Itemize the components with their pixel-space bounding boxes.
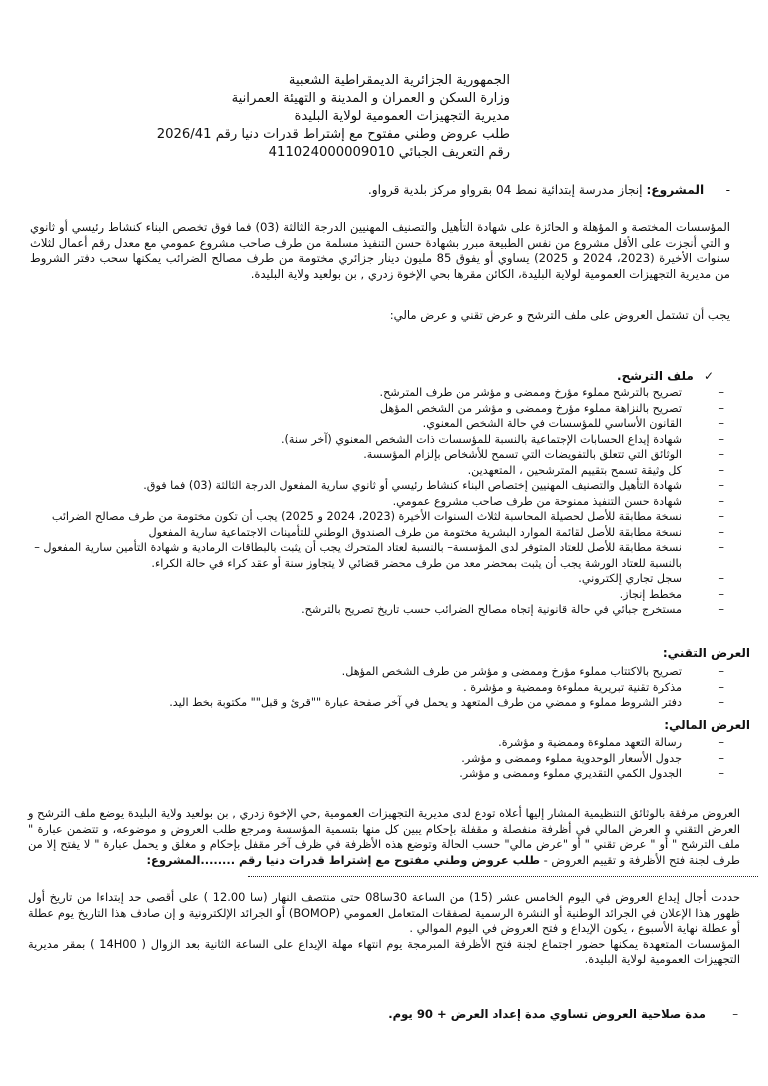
submission-instructions — [28, 806, 740, 868]
technical-offer-list — [30, 664, 740, 711]
list-item: – مذكرة تقنية تبريرية مملوءة وممضية و مؤشرة . — [30, 680, 740, 696]
dotted-line — [248, 870, 758, 877]
deadline-paragraph: حددت أجال إيداع العروض في اليوم الخامس عشر (15) من الساعة 30سا08 حتى منتصف النهار (سا 12.00 ) على أقصى حد إبتداءا من تاريخ أول ظهور هذا الإعلان في الجرائد الوطنية أو النشرة الرسمية لصفقات المتعامل العمومي (BOMOP) أو الجرائد الإلكترونية و إن صادف هذا التاريخ يوم عطلة أو عطلة نهاية الأسبوع ، يكون الإيداع و فتح العروض في اليوم الموالي . — [28, 890, 740, 935]
tax-id-value: 411024000009010 — [268, 145, 395, 160]
list-item: – شهادة التأهيل والتصنيف المهنيين إختصاص البناء كنشاط رئيسي أو ثانوي سارية المفعول الدرجة الثالثة (03) فما فوق. — [30, 478, 740, 494]
project-text: إنجاز مدرسة إبتدائية نمط 04 بقرواو مركز بلدية قرواو. — [367, 183, 643, 197]
submission-text: العروض مرفقة بالوثائق التنظيمية المشار إليها أعلاه تودع لدى مديرية التجهيزات العمومية ,حي الإخوة زدري , بن بولعيد ولاية البليدة يوضع ملف الترشح و العرض التقني و العرض المالي في أظرفة منفصلة و مقفلة بإحكام يبين كل منها بتسمية المؤسسة ومرجع طلب العروض و موضوعه، و تتضمن عبارة " ملف الترشح " أو " عرض تقني " أو "عرض مالي" حسب الحالة وتوضع هذه الأظرفة في ظرف آخر مقفل بإحكام و مغلق و يحمل عبارة " لا يفتح إلا من طرف لجنة فتح الأظرفة و تقييم العروض - — [28, 806, 740, 867]
deadline-section — [28, 890, 740, 968]
checkmark-icon: ✓ — [703, 369, 714, 383]
directorate-title: مديرية التجهيزات العمومية لولاية البليدة — [294, 109, 510, 124]
list-item: – نسخة مطابقة للأصل للعتاد المتوفر لدى المؤسسة– بالنسبة لعتاد المتحرك يجب أن يثبت بالبطاقات الرمادية و شهادة التأمين سارية المفعول – بالنسبة للعتاد الورشة يجب أن يثبت بمحضر معد من طرف محضر قضائي لا يتجاوز سنة أو عقد كراء في حالة الكراء. — [30, 540, 740, 571]
list-item: – رسالة التعهد مملوءة وممضية و مؤشرة. — [30, 735, 740, 751]
list-item: – مخطط إنجاز. — [30, 587, 740, 603]
republic-title: الجمهورية الجزائرية الديمقراطية الشعبية — [288, 73, 510, 88]
offer-contents-intro: يجب أن تشتمل العروض على ملف الترشح و عرض تقني و عرض مالي: — [389, 308, 730, 322]
list-item: – جدول الأسعار الوحدوية مملوء وممضى و مؤشر. — [30, 751, 740, 767]
project-label: المشروع: — [646, 183, 705, 197]
offer-validity-line: – مدة صلاحية العروض تساوي مدة إعداد العرض + 90 يوم. — [388, 1007, 738, 1021]
financial-offer-list — [30, 735, 740, 782]
candidacy-file-title: ملف الترشح. — [617, 369, 694, 383]
financial-offer-title: العرض المالي: — [664, 718, 750, 732]
candidacy-file-list — [30, 385, 740, 618]
list-item: – تصريح بالنزاهة مملوء مؤرخ وممضى و مؤشر من الشخص المؤهل — [30, 401, 740, 417]
list-item: – نسخة مطابقة للأصل لقائمة الموارد البشرية مختومة من طرف الصندوق الوطني للتأمينات الاجتماعية سارية المفعول — [30, 525, 740, 541]
tax-id-label: رقم التعريف الجبائي — [398, 145, 510, 160]
list-item: – القانون الأساسي للمؤسسات في حالة الشخص المعنوي. — [30, 416, 740, 432]
list-item: – شهادة حسن التنفيذ ممنوحة من طرف صاحب مشروع عمومي. — [30, 494, 740, 510]
technical-offer-title: العرض التقني: — [662, 646, 750, 660]
list-item: – نسخة مطابقة للأصل لحصيلة المحاسبة لثلاث السنوات الأخيرة (2023، 2024 و 2025) يجب أن تكون مختومة من طرف مصالح الضرائب — [30, 509, 740, 525]
document-header — [156, 72, 510, 162]
project-line: - المشروع: إنجاز مدرسة إبتدائية نمط 04 بقرواو مركز بلدية قرواو. — [367, 183, 730, 197]
list-item: – دفتر الشروط مملوء و ممضي من طرف المتعهد و يحمل في آخر صفحة عبارة ""قرئ و قبل"" مكتوبة بخط اليد. — [30, 695, 740, 711]
list-item: – مستخرج جبائي في حالة قانونية إتجاه مصالح الضرائب حسب تاريخ تصريح بالترشح. — [30, 602, 740, 618]
list-item: – تصريح بالترشح مملوء مؤرخ وممضى و مؤشر من طرف المترشح. — [30, 385, 740, 401]
list-item: – كل وثيقة تسمح بتقييم المترشحين ، المتعهدين. — [30, 463, 740, 479]
list-item: – شهادة إيداع الحسابات الإجتماعية بالنسبة للمؤسسات ذات الشخص المعنوي (آخر سنة). — [30, 432, 740, 448]
ministry-title: وزارة السكن و العمران و المدينة و التهيئة العمرانية — [231, 91, 510, 106]
eligibility-paragraph: المؤسسات المختصة و المؤهلة و الحائزة على شهادة التأهيل والتصنيف المهنيين الدرجة الثالثة (03) فما فوق تخصص البناء كنشاط رئيسي أو ثانوي و التي أنجزت على الأقل مشروع من نفس الطبيعة مبرر بشهادة حسن التنفيذ مسلمة من طرف صاحب مشروع عمومي مع معدل رقم أعمال لثلاث سنوات الأخيرة (2023، 2024 و 2025) يساوي أو يفوق 85 مليون دينار جزائري مختومة من طرف مصالح الضرائب يمكنها سحب دفتر الشروط من مديرية التجهيزات العمومية لولاية البليدة، الكائن مقرها بحي الإخوة زدري , بن بولعيد ولاية البليدة. — [30, 220, 731, 281]
tender-reference: طلب عروض وطني مفتوح مع إشتراط قدرات دنيا رقم 2026/41 — [156, 127, 510, 142]
offer-validity-text: مدة صلاحية العروض تساوي مدة إعداد العرض + 90 يوم. — [388, 1007, 706, 1021]
tax-id-line — [180, 144, 510, 162]
list-item: – تصريح بالاكتتاب مملوء مؤرخ وممضى و مؤشر من طرف الشخص المؤهل. — [30, 664, 740, 680]
opening-session-paragraph: المؤسسات المتعهدة يمكنها حضور اجتماع لجنة فتح الأظرفة المبرمجة يوم انتهاء مهلة الإيداع على الساعة الثانية بعد الزوال ( 14H00 ) بمقر مديرية التجهيزات العمومية لولاية البليدة. — [28, 936, 740, 966]
list-item: – سجل تجاري إلكتروني. — [30, 571, 740, 587]
candidacy-file-heading — [617, 369, 714, 383]
envelope-inscription: طلب عروض وطني مفتوح مع إشتراط قدرات دنيا رقم ........المشروع: — [146, 852, 541, 867]
list-item: – الجدول الكمي التقديري مملوء وممضى و مؤشر. — [30, 766, 740, 782]
list-item: – الوثائق التي تتعلق بالتفويضات التي تسمح للأشخاص بإلزام المؤسسة. — [30, 447, 740, 463]
